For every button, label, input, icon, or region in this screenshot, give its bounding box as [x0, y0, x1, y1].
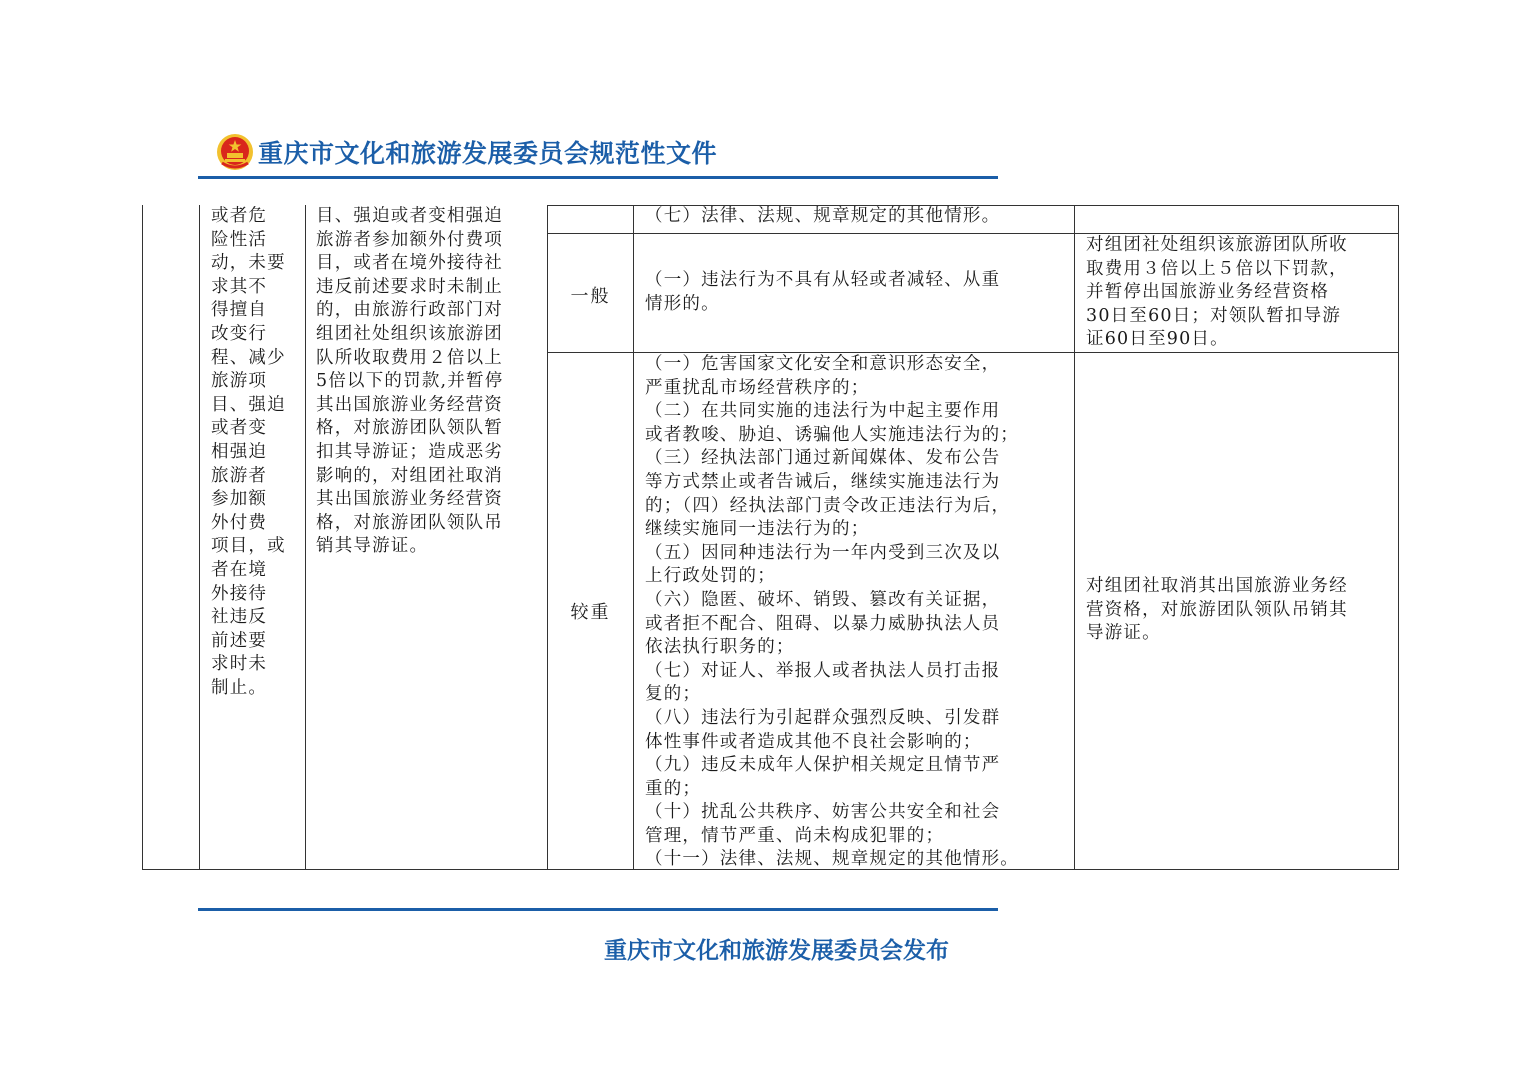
text-line: 目、强迫: [211, 394, 286, 415]
text-line: 对组团社取消其出国旅游业务经: [1086, 576, 1348, 596]
text-line: 目、强迫或者变相强迫: [316, 206, 503, 226]
national-emblem-icon: [216, 133, 254, 171]
text-line: 险性活: [211, 229, 268, 250]
footer-divider: [198, 908, 998, 911]
text-line: （七）法律、法规、规章规定的其他情形。: [645, 206, 1001, 226]
text-line: 者在境: [211, 559, 268, 580]
text-line: 的，由旅游行政部门对: [316, 300, 503, 321]
text-line: 队所收取费用２倍以上: [316, 347, 503, 368]
circumstance-cell-general: [645, 269, 1073, 316]
footer-publisher: 重庆市文化和旅游发展委员会发布: [604, 937, 949, 964]
text-line: 证60日至90日。: [1086, 329, 1229, 350]
text-line: 上行政处罚的；: [645, 566, 776, 587]
text-line: （十一）法律、法规、规章规定的其他情形。: [645, 849, 1019, 870]
text-line: 体性事件或者造成其他不良社会影响的；: [645, 731, 982, 752]
text-line: （八）违法行为引起群众强烈反映、引发群: [645, 707, 1001, 728]
circumstance-cell-top: [645, 205, 1073, 229]
text-line: 旅游项: [211, 371, 268, 392]
text-line: 导游证。: [1086, 623, 1161, 644]
text-line: 的；（四）经执法部门责令改正违法行为后，: [645, 495, 1011, 516]
text-line: 程、减少: [211, 347, 286, 368]
text-line: 对组团社处组织该旅游团队所收: [1086, 235, 1348, 255]
text-line: 依法执行职务的；: [645, 637, 795, 658]
text-line: 改变行: [211, 323, 268, 344]
penalty-basis-cell: [316, 205, 545, 559]
text-line: 旅游者: [211, 465, 268, 486]
level-label-general: 一般: [570, 286, 611, 307]
text-line: （三）经执法部门通过新闻媒体、发布公告: [645, 448, 1001, 469]
text-line: 管理，情节严重、尚未构成犯罪的；: [645, 825, 945, 846]
text-line: （五）因同种违法行为一年内受到三次及以: [645, 542, 1001, 563]
text-line: 相强迫: [211, 441, 268, 462]
violation-behavior-cell: [211, 205, 303, 700]
text-line: 或者教唆、胁迫、诱骗他人实施违法行为的；: [645, 424, 1019, 445]
text-line: 得擅自: [211, 300, 268, 321]
text-line: 复的；: [645, 684, 702, 705]
text-line: （十）扰乱公共秩序、妨害公共安全和社会: [645, 802, 1001, 823]
text-line: 动，未要: [211, 253, 286, 274]
text-line: （七）对证人、举报人或者执法人员打击报: [645, 660, 1001, 681]
standard-cell-serious: [1086, 575, 1397, 646]
text-line: 参加额: [211, 489, 268, 510]
text-line: 格，对旅游团队领队暂: [316, 418, 503, 439]
text-line: （六）隐匿、破坏、销毁、篡改有关证据，: [645, 589, 1001, 610]
text-line: （一）违法行为不具有从轻或者减轻、从重: [645, 270, 1001, 290]
text-line: 前述要: [211, 630, 268, 651]
text-line: 制止。: [211, 677, 268, 698]
text-line: 营资格，对旅游团队领队吊销其: [1086, 599, 1348, 620]
text-line: 影响的，对组团社取消: [316, 465, 503, 486]
text-line: 取费用３倍以上５倍以下罚款，: [1086, 258, 1348, 279]
text-line: 求其不: [211, 276, 268, 297]
text-line: 其出国旅游业务经营资: [316, 489, 503, 510]
text-line: 扣其导游证；造成恶劣: [316, 441, 503, 462]
text-line: 继续实施同一违法行为的；: [645, 519, 870, 540]
text-line: 格，对旅游团队领队吊: [316, 512, 503, 533]
text-line: （九）违反未成年人保护相关规定且情节严: [645, 755, 1001, 776]
text-line: 求时未: [211, 654, 268, 675]
circumstance-cell-serious: [645, 353, 1073, 872]
text-line: 重的；: [645, 778, 702, 799]
text-line: 旅游者参加额外付费项: [316, 229, 503, 250]
text-line: 或者拒不配合、阻碍、以暴力威胁执法人员: [645, 613, 1001, 634]
text-line: 销其导游证。: [316, 536, 429, 557]
text-line: 外接待: [211, 583, 268, 604]
text-line: 违反前述要求时未制止: [316, 276, 503, 297]
text-line: 5倍以下的罚款,并暂停: [316, 371, 504, 392]
text-line: 等方式禁止或者告诫后，继续实施违法行为: [645, 471, 1001, 492]
text-line: （一）危害国家文化安全和意识形态安全，: [645, 354, 1001, 374]
text-line: 社违反: [211, 607, 268, 628]
text-line: 项目，或: [211, 536, 286, 557]
text-line: 严重扰乱市场经营秩序的；: [645, 377, 870, 398]
standard-cell-general: [1086, 234, 1397, 352]
text-line: 或者变: [211, 418, 268, 439]
text-line: （二）在共同实施的违法行为中起主要作用: [645, 401, 1001, 422]
text-line: 30日至60日；对领队暂扣导游: [1086, 305, 1342, 326]
text-line: 组团社处组织该旅游团: [316, 323, 503, 344]
level-label-serious: 较重: [570, 602, 611, 623]
text-line: 目，或者在境外接待社: [316, 253, 503, 274]
text-line: 或者危: [211, 206, 268, 226]
header-divider: [198, 176, 998, 179]
text-line: 其出国旅游业务经营资: [316, 394, 503, 415]
text-line: 外付费: [211, 512, 268, 533]
text-line: 并暂停出国旅游业务经营资格: [1086, 282, 1330, 303]
document-header-title: 重庆市文化和旅游发展委员会规范性文件: [258, 139, 718, 168]
text-line: 情形的。: [645, 293, 720, 314]
